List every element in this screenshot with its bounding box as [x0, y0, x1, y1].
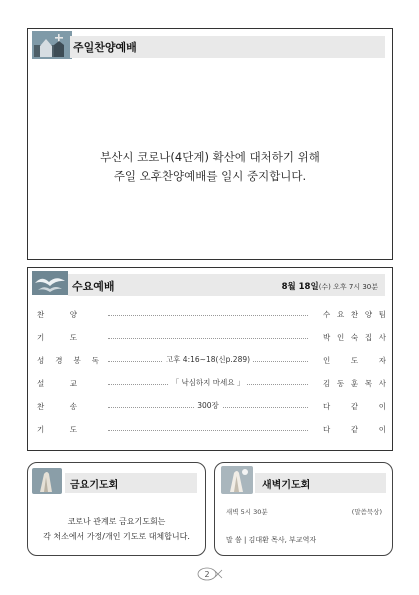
section-title: 주일찬양예배: [73, 41, 137, 54]
service-order-row: [28, 424, 392, 438]
birds-icon: [32, 271, 68, 299]
section-title: 수요예배: [72, 280, 115, 293]
dawn-preacher: 말 씀 | 김대환 목사, 부교역자: [226, 536, 317, 544]
friday-note-line: 코로나 관계로 금요기도회는: [67, 517, 166, 526]
notice-line: 주일 오후찬양예배를 일시 중지합니다.: [113, 169, 307, 183]
praying-hands-icon: [221, 466, 253, 498]
service-order-row: [28, 309, 392, 323]
leader-dots: [108, 430, 308, 431]
wednesday-worship-section: [27, 267, 393, 451]
leader-dots: [108, 315, 308, 316]
dawn-prayer-section: [214, 462, 393, 556]
friday-note-line: 각 처소에서 가정/개인 기도로 대체합니다.: [43, 532, 190, 541]
service-order-person: 수 요 찬 양 팀: [323, 310, 386, 319]
service-order-row: [28, 401, 392, 415]
service-order-detail: 고후 4:16~18(신p.289): [108, 354, 308, 365]
service-order-label: 성 경 봉 독: [37, 356, 99, 365]
page-number: [196, 566, 224, 585]
sunday-worship-section: [27, 28, 393, 260]
dawn-time: 새벽 5시 30분: [226, 508, 268, 516]
service-order-label: 찬 송: [37, 402, 77, 411]
notice-line: 부산시 코로나(4단계) 확산에 대처하기 위해: [100, 150, 320, 164]
section-title: 새벽기도회: [262, 480, 311, 491]
service-order-label: 설 교: [37, 379, 77, 388]
service-order-detail: 「 낙심하지 마세요 」: [108, 377, 308, 388]
church-icon: [32, 31, 72, 63]
service-order-person: 다 같 이: [323, 402, 386, 411]
service-order-row: [28, 355, 392, 369]
service-order-person: 다 같 이: [323, 425, 386, 434]
service-order-person: 인 도 자: [323, 356, 386, 365]
section-title: 금요기도회: [70, 480, 119, 491]
page-number-text: 2: [204, 570, 210, 579]
service-order-row: [28, 378, 392, 392]
leader-dots: [108, 338, 308, 339]
service-order-person: 박 인 숙 집 사: [323, 333, 386, 342]
service-order-label: 찬 양: [37, 310, 77, 319]
service-order-label: 기 도: [37, 425, 77, 434]
friday-prayer-section: [27, 462, 206, 556]
schedule-text: 8월 18일(수) 오후 7시 30분: [281, 282, 378, 292]
praying-hands-icon: [32, 468, 62, 498]
service-order-label: 기 도: [37, 333, 77, 342]
dawn-note: (말씀묵상): [351, 508, 382, 516]
service-order-person: 김 동 훈 목 사: [323, 379, 386, 388]
service-order-detail: 300장: [108, 400, 308, 411]
service-order-row: [28, 332, 392, 346]
